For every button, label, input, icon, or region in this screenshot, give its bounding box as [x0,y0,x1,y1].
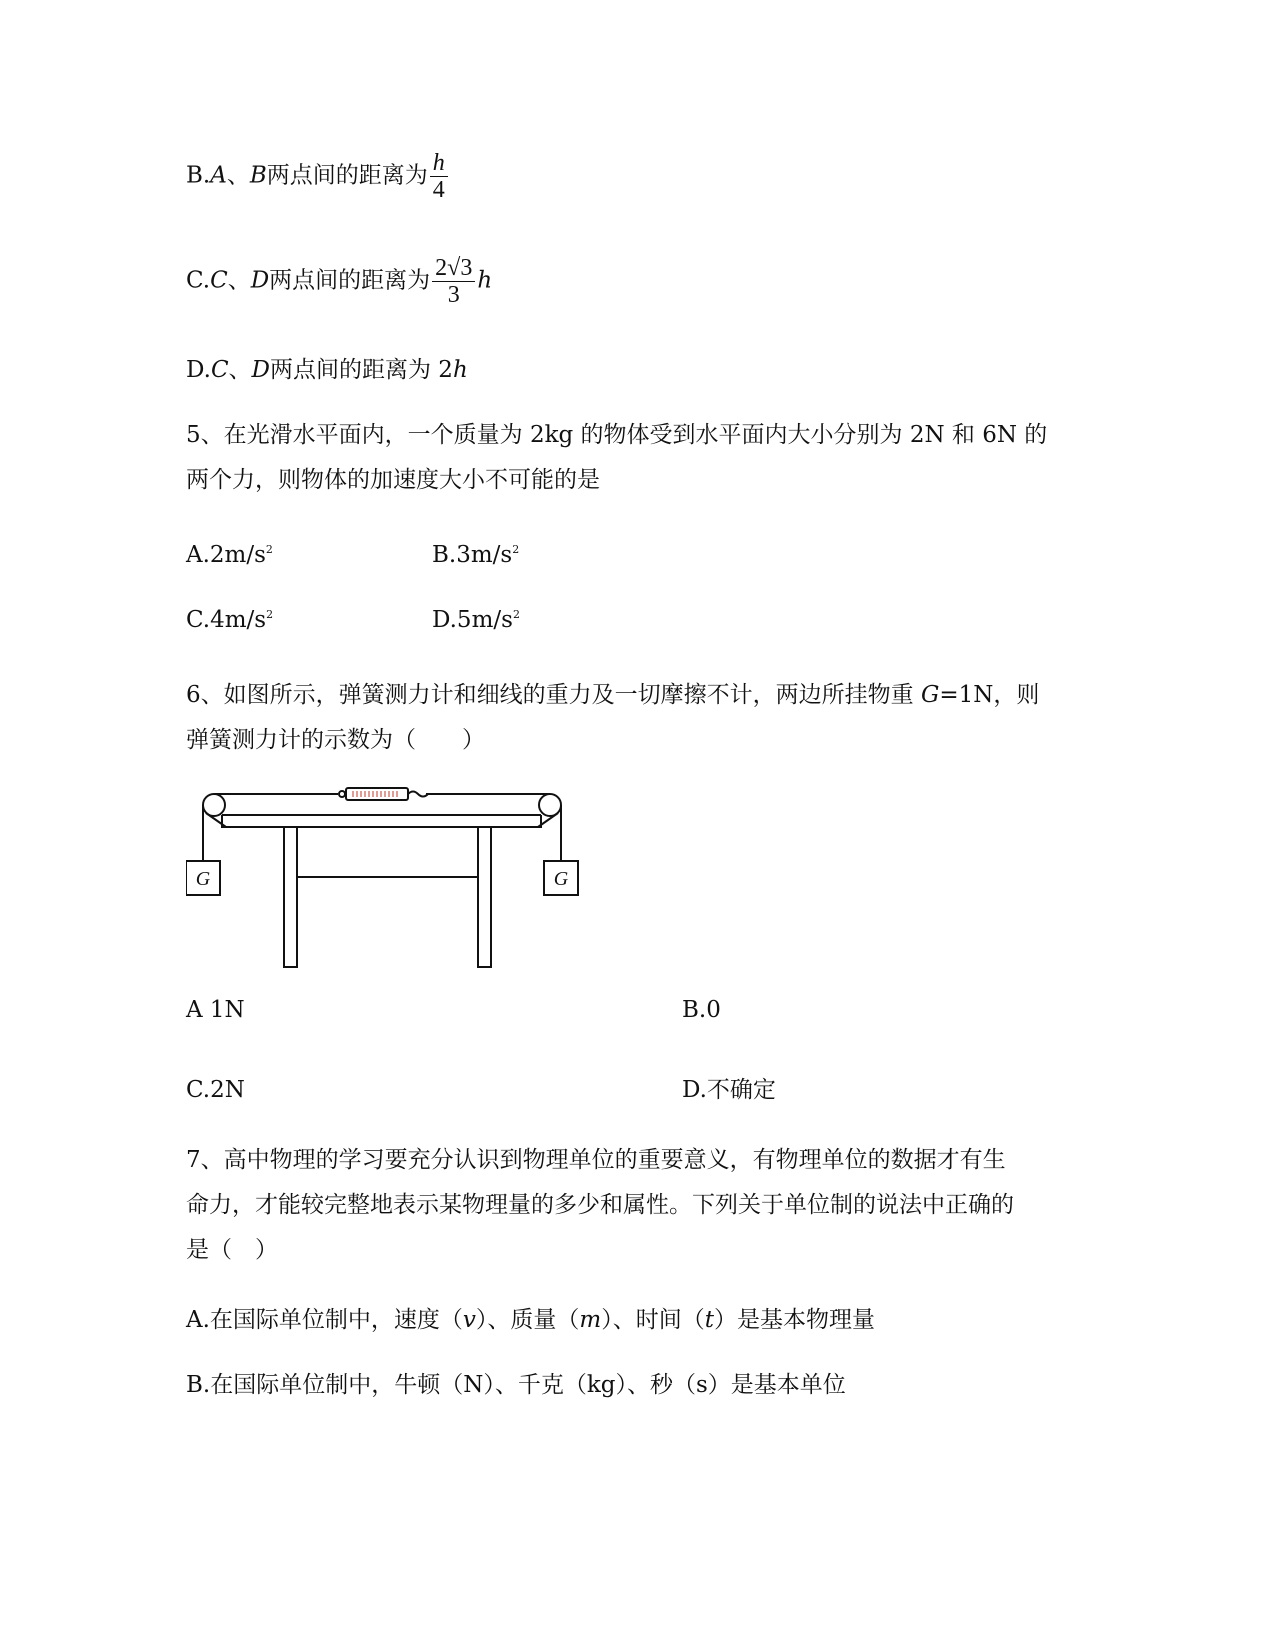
variable: h [477,267,493,294]
fraction-denominator: 4 [432,177,445,203]
q7-stem-line1: 7、高中物理的学习要充分认识到物理单位的重要意义，有物理单位的数据才有生 [186,1147,1006,1173]
option-label: C. [186,267,211,294]
stem-text: =1N，则 [939,682,1040,708]
exponent: 2 [512,608,520,621]
exponent: 2 [266,608,274,621]
q4-option-d [186,355,468,385]
fraction [430,150,448,203]
variable: G [920,682,940,708]
option-text: ）、时间（ [601,1307,705,1333]
q5-stem-line2: 两个力，则物体的加速度大小不可能的是 [186,467,600,493]
q5-option-c [186,600,273,635]
separator: 、 [228,357,252,383]
table-leg-left [284,827,297,967]
q5-option-a [186,535,273,570]
point-label: B [249,162,267,189]
spring-scale-table-diagram [186,785,606,970]
variable: m [579,1307,602,1333]
exponent: 2 [512,543,520,556]
fraction-denominator: 3 [447,282,460,308]
q6-option-a: A 1N [186,997,245,1023]
point-label: A [210,162,227,189]
scale-ticks [353,791,397,797]
fraction-numerator: 2√3 [432,255,475,282]
q6-stem-line1 [186,680,1039,710]
q5-option-b [432,535,519,570]
option-text: D.5m/s [432,607,513,633]
separator: 、 [227,267,251,294]
point-label: D [250,267,270,294]
fraction-numerator: h [430,150,448,177]
q6-stem-line2: 弹簧测力计的示数为（ ） [186,727,485,753]
weight-label-left: G [195,868,211,890]
q5-option-d [432,600,520,635]
option-text: A.2m/s [186,542,266,568]
point-label: D [251,357,270,383]
option-text: 两点间的距离为 [269,267,431,294]
variable: h [452,357,468,383]
option-text: 两点间的距离为 [266,162,428,189]
option-text: ）、质量（ [475,1307,580,1333]
q4-option-c [186,255,492,308]
option-text: 两点间的距离为 2 [270,357,453,383]
q5-stem-line1: 5、在光滑水平面内，一个质量为 2kg 的物体受到水平面内大小分别为 2N 和 6N 的 [186,422,1048,448]
q7-option-b: B.在国际单位制中，牛顿（N）、千克（kg）、秒（s）是基本单位 [186,1372,846,1398]
option-text: A.在国际单位制中，速度（ [186,1307,463,1333]
separator: 、 [226,162,250,189]
q6-option-d: D.不确定 [682,1077,776,1103]
option-text: ）是基本物理量 [713,1307,875,1333]
option-text: C.4m/s [186,607,267,633]
exponent: 2 [265,543,273,556]
point-label: C [210,267,228,294]
stem-text: 6、如图所示，弹簧测力计和细线的重力及一切摩擦不计，两边所挂物重 [186,682,921,708]
table-leg-right [478,827,491,967]
variable: t [704,1307,714,1333]
scale-hook-left [339,791,345,797]
scale-hook-right [408,792,428,797]
q6-figure [186,785,606,974]
option-label: D. [186,357,211,383]
q4-option-b [186,150,450,203]
point-label: C [210,357,229,383]
fraction [432,255,475,308]
q7-stem-line2: 命力，才能较完整地表示某物理量的多少和属性。下列关于单位制的说法中正确的 [186,1192,1014,1218]
table-top [222,815,541,827]
q6-option-b: B.0 [682,997,721,1023]
option-label: B. [186,162,211,189]
q6-option-c: C.2N [186,1077,245,1103]
variable: v [462,1307,476,1333]
q7-option-a [186,1305,875,1335]
q7-stem-line3: 是（ ） [186,1237,278,1263]
option-text: B.3m/s [432,542,513,568]
weight-label-right: G [553,868,569,890]
